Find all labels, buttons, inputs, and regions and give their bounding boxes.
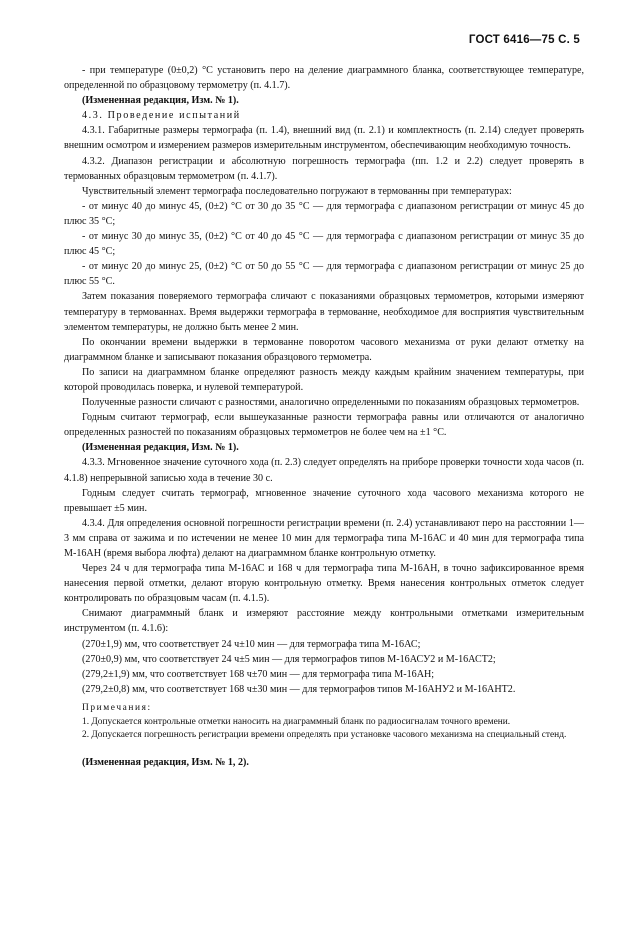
paragraph-sensing-element: Чувствительный элемент термографа последовательно погружают в термованны при температурах: bbox=[82, 185, 512, 197]
edit-note: (Измененная редакция, Изм. № 1). bbox=[82, 442, 239, 454]
section-heading: 4.3. Проведение испытаний bbox=[82, 110, 241, 122]
paragraph-differences: Полученные разности сличают с разностями, аналогично определенными по показаниям образцовых термометров. bbox=[82, 397, 580, 409]
paragraph-4-3-1: 4.3.1. Габаритные размеры термографа (п. 1.4), внешний вид (п. 2.1) и комплектность (п. 2.14) следует проверять внешним осмотром и измерением размеров измерительным инструментом, обеспечивающим необходимую точность. bbox=[64, 125, 584, 152]
paragraph-measure: Снимают диаграммный бланк и измеряют расстояние между контрольными отметками измерительным инструментом (п. 4.1.6): bbox=[64, 608, 584, 635]
paragraph-record: По записи на диаграммном бланке определяют разность между каждым крайним значением температуры, при которой проводилась поверка, и нулевой температурой. bbox=[64, 366, 584, 393]
paragraph-validity-clock: Годным следует считать термограф, мгновенное значение суточного хода часового механизма которого не превышает ±5 мин. bbox=[64, 487, 584, 514]
paragraph-second-mark: Через 24 ч для термографа типа М-16АС и 168 ч для термографа типа М-16АН, в точно зафиксированное время нанесения первой отметки, делают вторую контрольную отметку. Время нанесения контрольных отметок следует контролировать по образцовым часам (п. 4.1.5). bbox=[64, 563, 584, 605]
range-item-1: - от минус 40 до минус 45, (0±2) °С от 30 до 35 °С — для термографа с диапазоном регистрации от минус 45 до плюс 35 °С; bbox=[64, 200, 584, 227]
note-1: 1. Допускается контрольные отметки наносить на диаграммный бланк по радиосигналам точного времени. bbox=[82, 716, 511, 727]
measure-item-3: (279,2±1,9) мм, что соответствует 168 ч±70 мин — для термографа типа М-16АН; bbox=[82, 668, 435, 680]
document-body bbox=[64, 63, 584, 770]
paragraph-hold-end: По окончании времени выдержки в термованне поворотом часового механизма от руки делают отметку на диаграммном бланке и записывают показания образцового термометра. bbox=[64, 336, 584, 363]
paragraph-validity: Годным считают термограф, если вышеуказанные разности термографа равны или отличаются от аналогично определенных разностей по показаниям образцовых термометров не более чем на ±1 °С. bbox=[64, 412, 584, 439]
paragraph-4-3-2: 4.3.2. Диапазон регистрации и абсолютную погрешность термографа (пп. 1.2 и 2.2) следует проверять в термованных образцовым термометром (п. 4.1.7). bbox=[64, 155, 584, 182]
range-item-3: - от минус 20 до минус 25, (0±2) °С от 50 до 55 °С — для термографа с диапазоном регистрации от минус 25 до плюс 55 °С. bbox=[64, 261, 584, 288]
edit-note: (Измененная редакция, Изм. № 1, 2). bbox=[82, 756, 249, 768]
paragraph-comparison: Затем показания поверяемого термографа сличают с показаниями образцовых термометров, которыми измеряют температуру в термованнах. Время выдержки термографа в термованне, необходимое для восприятия чувствительным элементом температуры, не должно быть менее 2 мин. bbox=[64, 291, 584, 333]
measure-item-2: (270±0,9) мм, что соответствует 24 ч±5 мин — для термографов типов М-16АСУ2 и М-16АСТ2; bbox=[82, 653, 496, 665]
paragraph-pen-setting: - при температуре (0±0,2) °С установить перо на деление диаграммного бланка, соответствующее температуре, определенной по образцовому термометру (п. 4.1.7). bbox=[64, 65, 584, 92]
range-item-2: - от минус 30 до минус 35, (0±2) °С от 40 до 45 °С — для термографа с диапазоном регистрации от минус 35 до плюс 45 °С; bbox=[64, 231, 584, 258]
measure-item-1: (270±1,9) мм, что соответствует 24 ч±10 мин — для термографа типа М-16АС; bbox=[82, 638, 421, 650]
notes-heading: Примечания: bbox=[82, 702, 152, 713]
note-2: 2. Допускается погрешность регистрации времени определять при установке часового механизма на специальный стенд. bbox=[82, 730, 567, 741]
edit-note: (Измененная редакция, Изм. № 1). bbox=[82, 95, 239, 107]
paragraph-4-3-3: 4.3.3. Мгновенное значение суточного хода (п. 2.3) следует определять на приборе проверки точности хода часов (п. 4.1.8) непрерывной записью хода в течение 30 с. bbox=[64, 457, 584, 484]
page-header: ГОСТ 6416—75 С. 5 bbox=[468, 34, 580, 46]
paragraph-4-3-4: 4.3.4. Для определения основной погрешности регистрации времени (п. 2.4) устанавливают перо на расстоянии 1—3 мм справа от зажима и по истечении не менее 10 мин для термографа типа М-16АС и 40 мин для термографа типа М-16АН (время выбора люфта) делают на диаграммном бланке контрольную отметку. bbox=[64, 517, 584, 559]
measure-item-4: (279,2±0,8) мм, что соответствует 168 ч±30 мин — для термографов типов М-16АНУ2 и М-16АНТ2. bbox=[82, 683, 516, 695]
